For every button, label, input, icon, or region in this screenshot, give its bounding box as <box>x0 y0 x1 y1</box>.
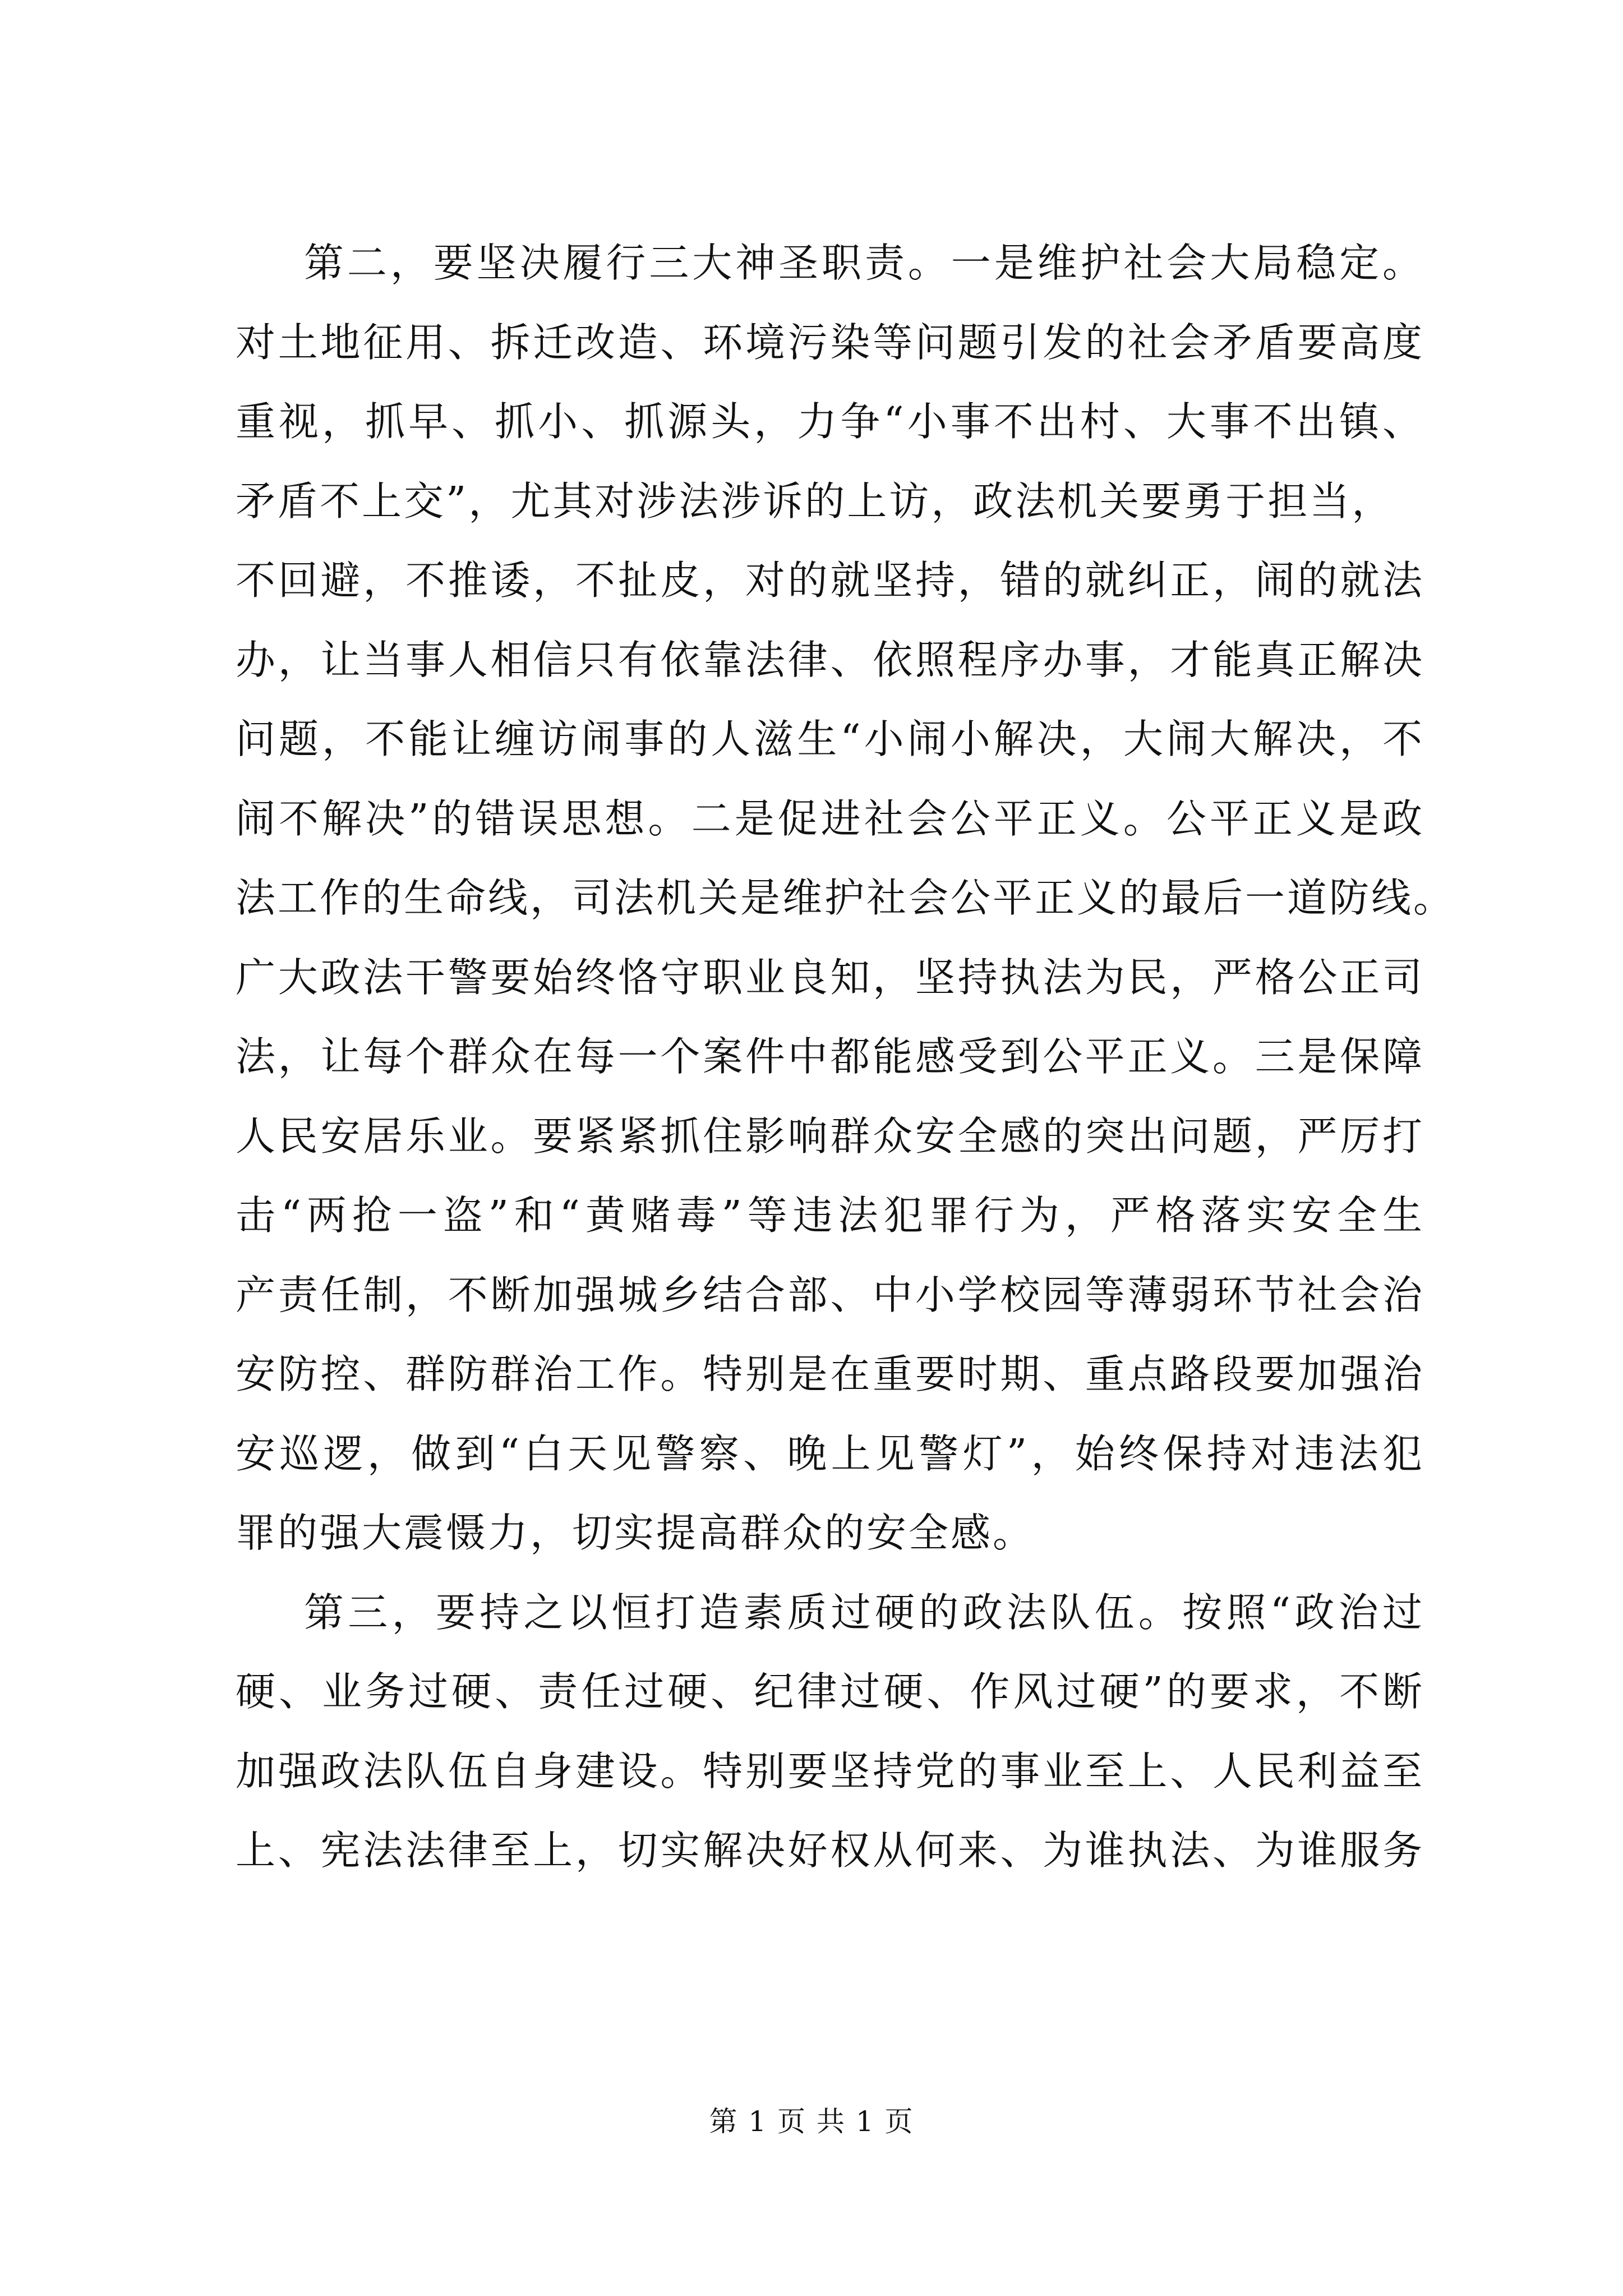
paragraph-2-line: 办，让当事人相信只有依靠法律、依照程序办事，才能真正解决 <box>236 636 1424 683</box>
paragraph-2-line: 对土地征用、拆迁改造、环境污染等问题引发的社会矛盾要高度 <box>236 319 1424 366</box>
paragraph-2-line: 广大政法干警要始终恪守职业良知，坚持执法为民，严格公正司 <box>236 954 1424 1001</box>
paragraph-3-line: 加强政法队伍自身建设。特别要坚持党的事业至上、人民利益至 <box>236 1747 1424 1795</box>
paragraph-2-line: 不回避，不推诿，不扯皮，对的就坚持，错的就纠正，闹的就法 <box>236 557 1424 604</box>
paragraph-2-line: 重视，抓早、抓小、抓源头，力争“小事不出村、大事不出镇、 <box>236 398 1424 445</box>
paragraph-2-line: 问题，不能让缠访闹事的人滋生“小闹小解决，大闹大解决，不 <box>236 716 1424 762</box>
paragraph-2-line: 法工作的生命线，司法机关是维护社会公平正义的最后一道防线。 <box>236 875 1456 921</box>
paragraph-2-line: 矛盾不上交”，尤其对涉法涉诉的上访，政法机关要勇于担当， <box>236 477 1394 524</box>
paragraph-2-line: 人民安居乐业。要紧紧抓住影响群众安全感的突出问题，严厉打 <box>236 1112 1424 1159</box>
page-number-footer: 第 1 页 共 1 页 <box>709 2105 914 2138</box>
paragraph-3-line: 第三，要持之以恒打造素质过硬的政法队伍。按照“政治过 <box>304 1589 1424 1636</box>
paragraph-2-line: 闹不解决”的错误思想。二是促进社会公平正义。公平正义是政 <box>236 795 1424 842</box>
paragraph-2-line: 法，让每个群众在每一个案件中都能感受到公平正义。三是保障 <box>236 1033 1424 1080</box>
paragraph-3-line: 硬、业务过硬、责任过硬、纪律过硬、作风过硬”的要求，不断 <box>236 1668 1424 1715</box>
paragraph-2-line: 产责任制，不断加强城乡结合部、中小学校园等薄弱环节社会治 <box>236 1271 1424 1318</box>
body-text <box>236 223 1456 1890</box>
paragraph-2-line: 击“两抢一盗”和“黄赌毒”等违法犯罪行为，严格落实安全生 <box>236 1192 1424 1239</box>
paragraph-2-line: 第二，要坚决履行三大神圣职责。一是维护社会大局稳定。 <box>304 240 1424 286</box>
paragraph-2-line: 安防控、群防群治工作。特别是在重要时期、重点路段要加强治 <box>236 1351 1424 1397</box>
paragraph-2-line: 罪的强大震慑力，切实提高群众的安全感。 <box>236 1510 1035 1556</box>
paragraph-3-line: 上、宪法法律至上，切实解决好权从何来、为谁执法、为谁服务 <box>236 1827 1424 1874</box>
paragraph-2-line: 安巡逻，做到“白天见警察、晚上见警灯”，始终保持对违法犯 <box>236 1430 1424 1477</box>
